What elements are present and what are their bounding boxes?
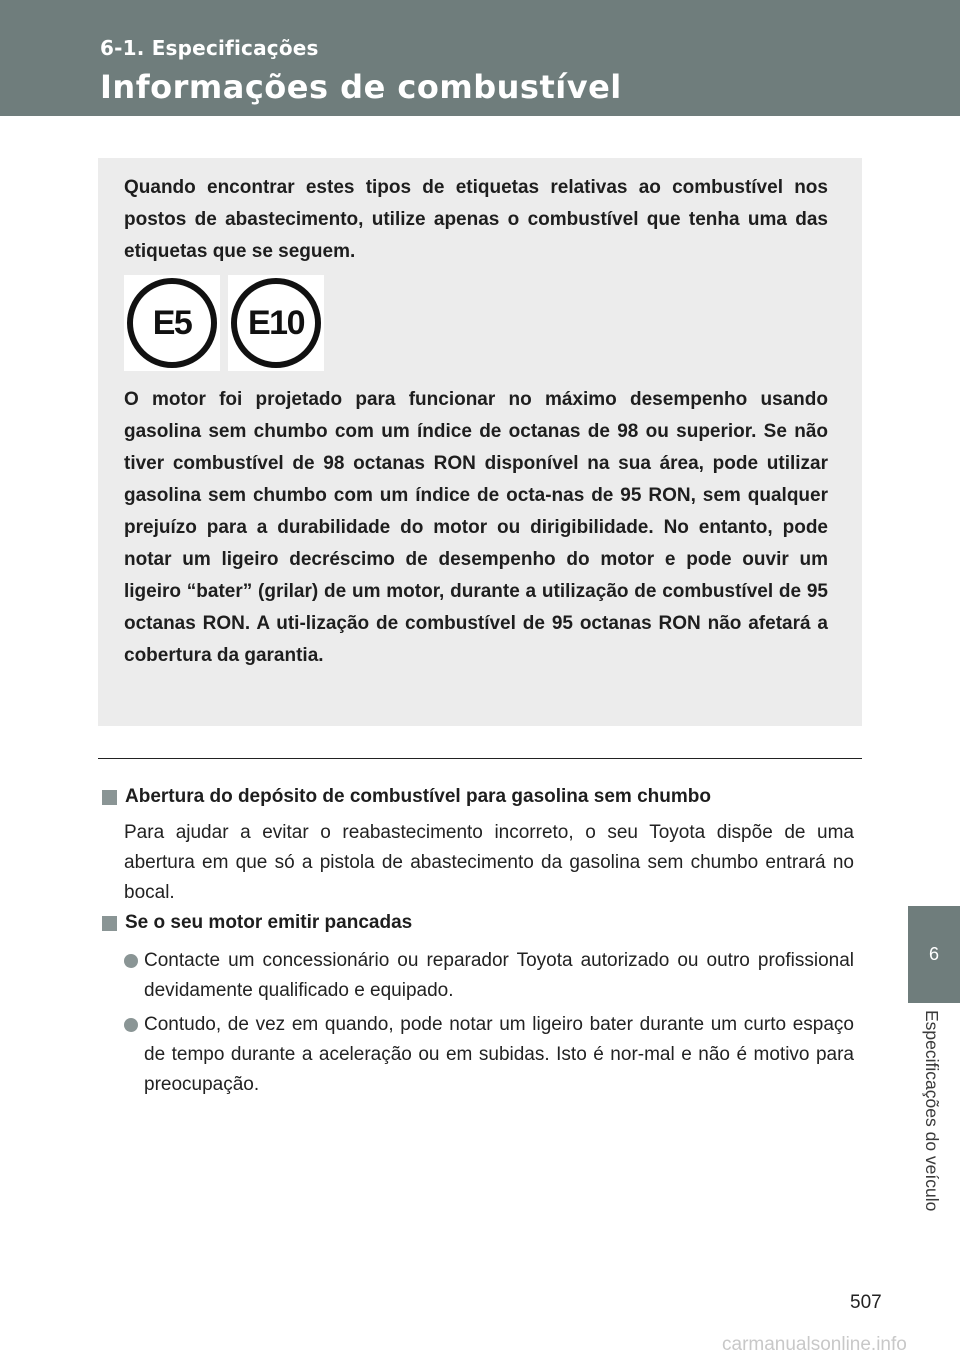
watermark: carmanualsonline.info: [722, 1334, 907, 1355]
square-bullet-icon: [102, 790, 117, 805]
e10-circle-icon: [231, 278, 321, 368]
e5-circle-icon: [127, 278, 217, 368]
section-label: 6-1. Especificações: [100, 36, 319, 60]
list-item-text: Contacte um concessionário ou reparador Toyota autorizado ou outro profissional devidamente qualificado e equipado.: [144, 950, 854, 1001]
square-bullet-icon: [102, 916, 117, 931]
e10-label: [228, 275, 324, 371]
fuel-info-box: [98, 158, 862, 726]
fuel-opening-text: Para ajudar a evitar o reabastecimento incorreto, o seu Toyota dispõe de uma abertura em que só a pistola de abastecimento da gasolina sem chumbo entrará no bocal.: [124, 822, 854, 903]
knocking-heading-text: Se o seu motor emitir pancadas: [125, 912, 413, 933]
list-item: [124, 1010, 854, 1100]
circle-bullet-icon: [124, 1018, 138, 1032]
chapter-label: Especificações do veículo: [922, 1010, 942, 1212]
page-title: Informações de combustível: [100, 68, 622, 106]
fuel-opening-heading-text: Abertura do depósito de combustível para gasolina sem chumbo: [125, 786, 711, 807]
list-item-text: Contudo, de vez em quando, pode notar um ligeiro bater durante um curto espaço de tempo durante a aceleração ou em subidas. Isto é nor-mal e não é motivo para preocupação.: [144, 1014, 854, 1095]
chapter-tab[interactable]: [908, 906, 960, 1003]
fuel-labels: [124, 275, 324, 371]
fuel-opening-heading: [102, 786, 711, 808]
section-divider: [98, 758, 862, 759]
list-item: [124, 946, 854, 1006]
knocking-heading: [102, 912, 412, 934]
e5-label: [124, 275, 220, 371]
page-header: [0, 0, 960, 116]
e10-label-text: E10: [248, 303, 304, 342]
circle-bullet-icon: [124, 954, 138, 968]
chapter-number: 6: [928, 944, 939, 964]
e5-label-text: E5: [152, 303, 192, 342]
page-number: 507: [850, 1292, 882, 1313]
fuel-label-intro: Quando encontrar estes tipos de etiquetas relativas ao combustível nos postos de abastecimento, utilize apenas o combustível que tenha uma das etiquetas que se seguem.: [124, 177, 828, 262]
octane-paragraph: O motor foi projetado para funcionar no máximo desempenho usando gasolina sem chumbo com um índice de octanas de 98 ou superior. Se não tiver combustível de 98 octanas RON disponível na sua área, pode utilizar gasolina sem chumbo com um índice de octa-nas de 95 RON, sem qualquer prejuízo para a durabilidade do motor ou dirigibilidade. No entanto, pode notar um ligeiro decréscimo de desempenho do motor e pode ouvir um ligeiro “bater” (grilar) de um motor, durante a utilização de combustível de 95 octanas RON. A uti-lização de combustível de 95 octanas RON não afetará a cobertura da garantia.: [124, 389, 828, 666]
